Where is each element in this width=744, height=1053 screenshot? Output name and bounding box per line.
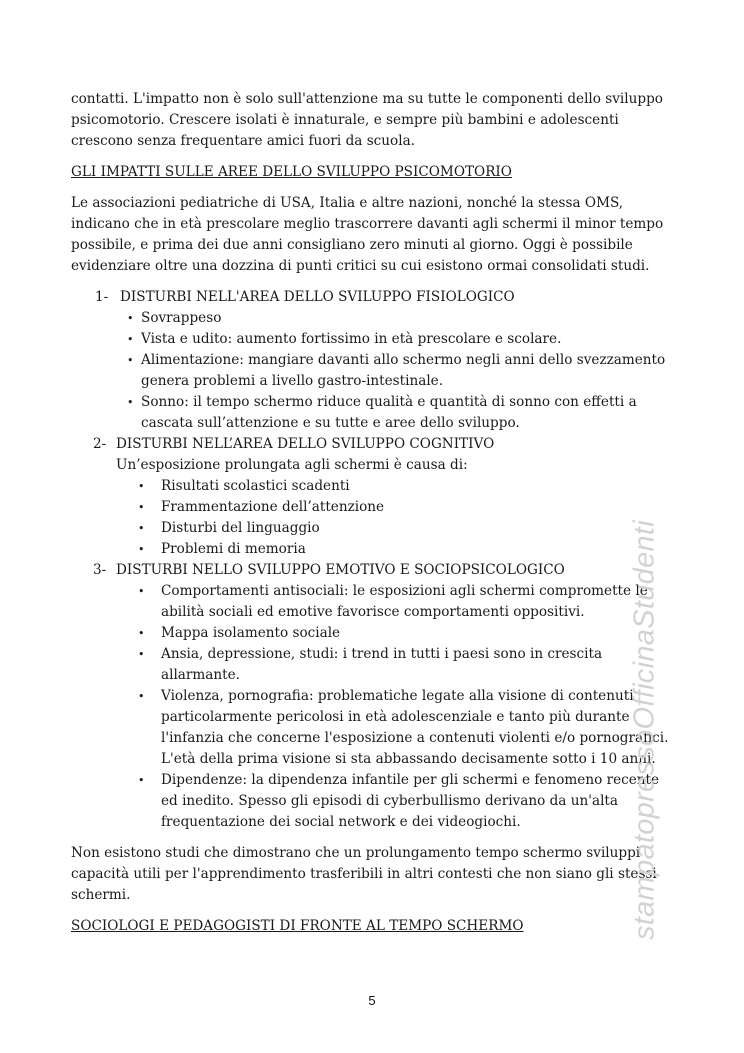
list-item: • Comportamenti antisociali: le esposizioni agli schermi compromette le abilità sociali ed emotive favorisce comportamenti oppositivi. xyxy=(138,583,648,620)
list-item: • Ansia, depressione, studi: i trend in tutti i paesi sono in crescita allarmante. xyxy=(138,646,603,683)
item-title: DISTURBI NELL'AREA DELLO SVILUPPO FISIOLOGICO xyxy=(120,289,515,305)
page-number: 5 xyxy=(368,993,376,1008)
list-item: • Disturbi del linguaggio xyxy=(71,518,675,539)
list-item: • Dipendenze: la dipendenza infantile per gli schermi e fenomeno recente ed inedito. Spesso gli episodi di cyberbullismo derivano da un'alta frequentazione dei social network e dei videogiochi. xyxy=(138,772,660,830)
item-number: 2- xyxy=(93,436,107,452)
page-content xyxy=(71,89,675,947)
closing-paragraph: Non esistono studi che dimostrano che un prolungamento tempo schermo sviluppi capacità utili per l'apprendimento trasferibili in altri contesti che non siano gli stessi schermi. xyxy=(71,845,657,903)
list-item: • Sovrappeso xyxy=(71,308,675,329)
numbered-item-1 xyxy=(71,287,675,308)
bullet-icon: • xyxy=(138,543,145,556)
list-item: • Problemi di memoria xyxy=(71,539,675,560)
bullet-icon: • xyxy=(127,396,134,409)
bullet-icon: • xyxy=(138,648,145,661)
list-item: • Violenza, pornografia: problematiche legate alla visione di contenuti particolarmente pericolosi in età adolescenziale e tanto più durante l'infanzia che concerne l'esposizione a contenuti violenti e/o pornografici. L'età della prima visione si sta abbassando decisamente sotto i 10 anni. xyxy=(138,688,669,767)
list-item: • Alimentazione: mangiare davanti allo schermo negli anni dello svezzamento genera problemi a livello gastro-intestinale. xyxy=(127,352,666,389)
watermark-text: stampatopressoOfficinaStudenti xyxy=(628,519,661,941)
item-title: DISTURBI NELLO SVILUPPO EMOTIVO E SOCIOPSICOLOGICO xyxy=(116,562,565,578)
numbered-item-3 xyxy=(71,560,675,581)
item-number: 3- xyxy=(93,562,107,578)
bullet-icon: • xyxy=(127,333,134,346)
bullet-icon: • xyxy=(138,627,145,640)
intro-paragraph: contatti. L'impatto non è solo sull'attenzione ma su tutte le componenti dello sviluppo psicomotorio. Crescere isolati è innaturale, e sempre più bambini e adolescenti crescono senza frequentare amici fuori da scuola. xyxy=(71,91,663,149)
section-intro: Un’esposizione prolungata agli schermi è causa di: xyxy=(116,457,468,473)
paragraph-pediatric-associations: Le associazioni pediatriche di USA, Italia e altre nazioni, nonché la stessa OMS, indicano che in età prescolare meglio trascorrere davanti agli schermi il minor tempo possibile, e prima dei due anni consigliano zero minuti al giorno. Oggi è possibile evidenziare oltre una dozzina di punti critici su cui esistono ormai consolidati studi. xyxy=(71,195,664,274)
bullet-icon: • xyxy=(138,690,145,703)
item-number: 1- xyxy=(95,289,109,305)
section-heading-sociologists: SOCIOLOGI E PEDAGOGISTI DI FRONTE AL TEMPO SCHERMO xyxy=(71,918,524,934)
bullet-icon: • xyxy=(138,501,145,514)
bullet-list-fisiologico xyxy=(71,308,675,434)
bullet-list-emotivo xyxy=(71,581,675,833)
bullet-icon: • xyxy=(138,774,145,787)
list-item: • Vista e udito: aumento fortissimo in età prescolare e scolare. xyxy=(71,329,675,350)
bullet-icon: • xyxy=(127,354,134,367)
bullet-icon: • xyxy=(127,312,134,325)
list-item: • Frammentazione dell’attenzione xyxy=(71,497,675,518)
list-item: • Mappa isolamento sociale xyxy=(71,623,675,644)
bullet-icon: • xyxy=(138,585,145,598)
numbered-item-2 xyxy=(71,434,675,455)
list-item: • Risultati scolastici scadenti xyxy=(71,476,675,497)
bullet-list-cognitivo xyxy=(71,476,675,560)
section-heading-impacts: GLI IMPATTI SULLE AREE DELLO SVILUPPO PSICOMOTORIO xyxy=(71,164,512,180)
bullet-icon: • xyxy=(138,480,145,493)
item-title: DISTURBI NELL’AREA DELLO SVILUPPO COGNITIVO xyxy=(116,436,495,452)
list-item: • Sonno: il tempo schermo riduce qualità e quantità di sonno con effetti a cascata sull’attenzione e su tutte e aree dello sviluppo. xyxy=(127,394,637,431)
bullet-icon: • xyxy=(138,522,145,535)
